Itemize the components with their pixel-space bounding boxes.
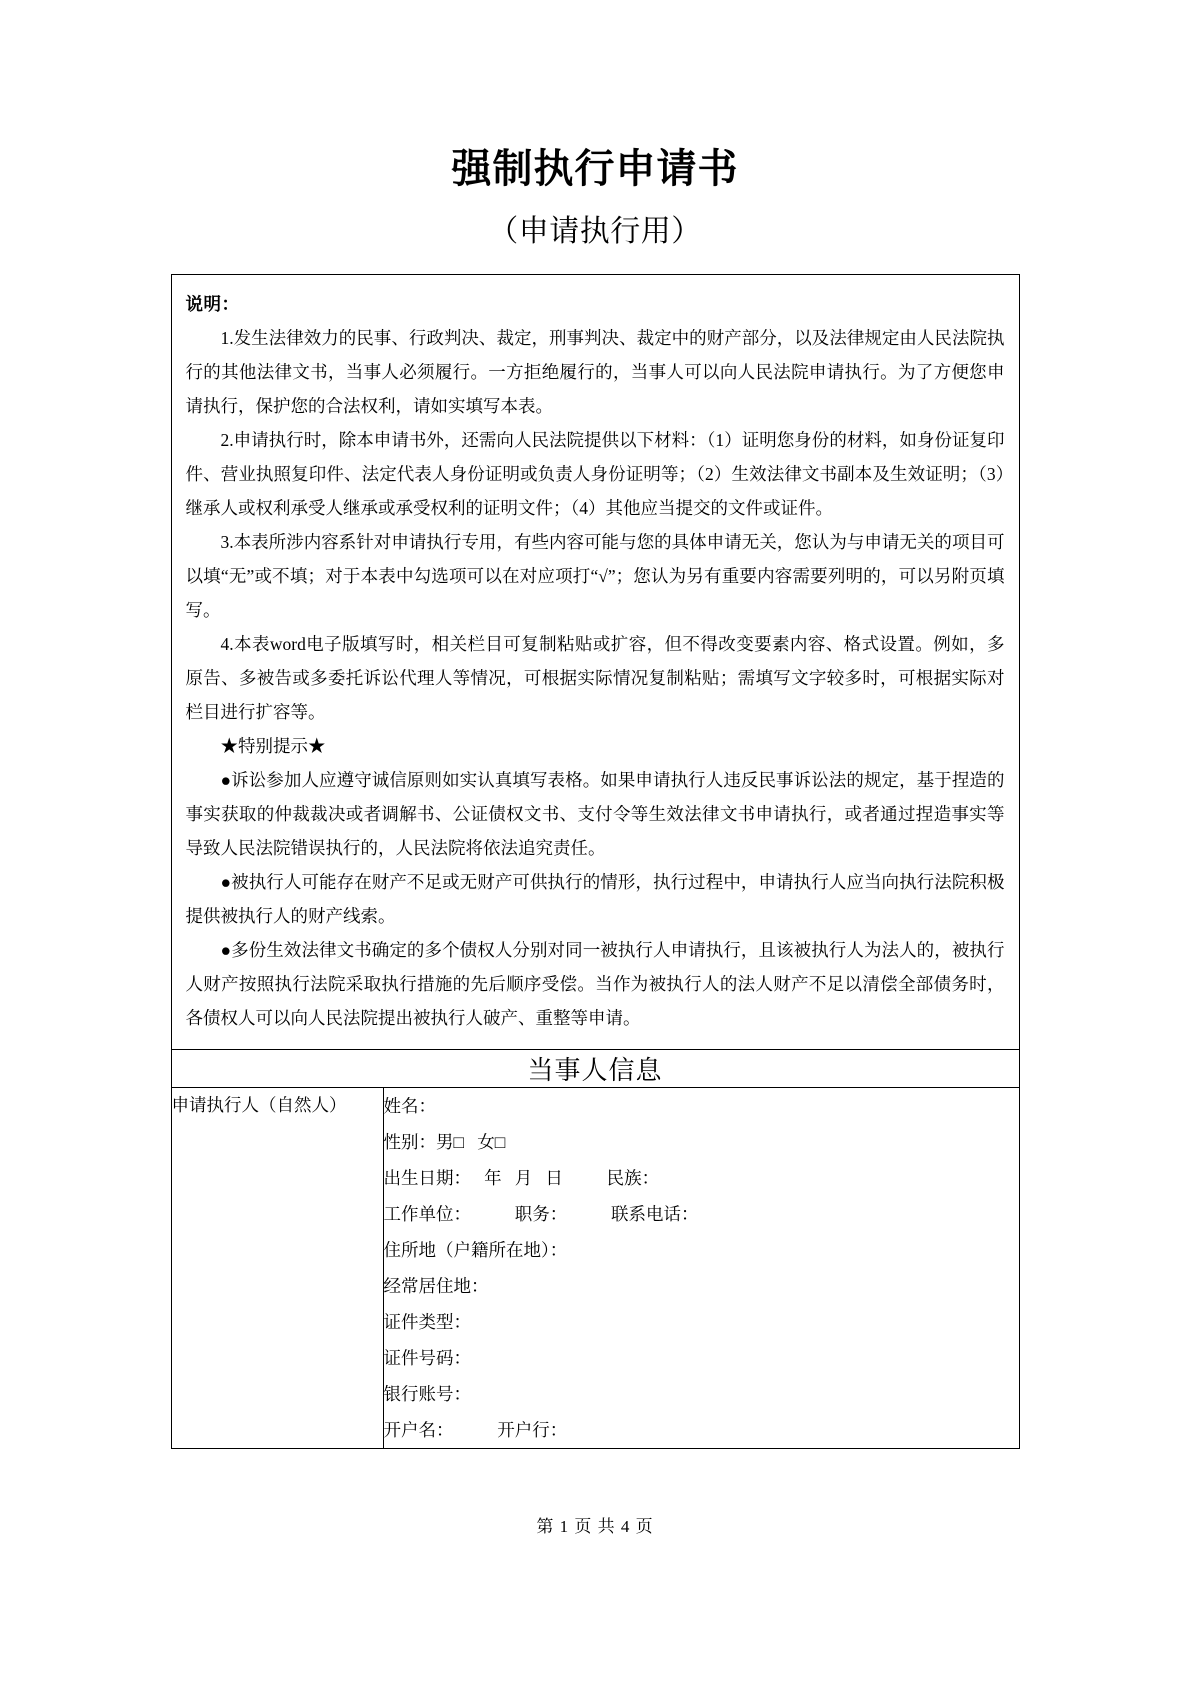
special-notice-2: ●被执行人可能存在财产不足或无财产可供执行的情形，执行过程中，申请执行人应当向执行法院积极提供被执行人的财产线索。	[185, 872, 1005, 926]
field-id-number[interactable]: 证件号码：	[383, 1348, 471, 1368]
field-birthdate-ethnicity[interactable]: 出生日期： 年 月 日 民族：	[383, 1168, 660, 1188]
instruction-paragraph-2: 2.申请执行时，除本申请书外，还需向人民法院提供以下材料：（1）证明您身份的材料，如身份证复印件、营业执照复印件、法定代表人身份证明或负责人身份证明等；（2）生效法律文书副本及生效证明；（3）继承人或权利承受人继承或承受权利的证明文件；（4）其他应当提交的文件或证件。	[185, 430, 1005, 518]
field-name[interactable]: 姓名：	[383, 1096, 436, 1116]
field-gender[interactable]: 性别：男□ 女□	[383, 1132, 506, 1152]
instructions-body	[172, 275, 1019, 1049]
field-habitual-residence[interactable]: 经常居住地：	[383, 1276, 489, 1296]
field-account-name-bank[interactable]: 开户名： 开户行：	[383, 1420, 568, 1440]
field-id-type[interactable]: 证件类型：	[383, 1312, 471, 1332]
party-section-header-row	[171, 1050, 1019, 1088]
special-notice-title: ★特别提示★	[220, 736, 326, 756]
instructions-cell	[171, 275, 1019, 1050]
field-bank-account[interactable]: 银行账号：	[383, 1384, 471, 1404]
page-subtitle: （申请执行用）	[488, 214, 702, 249]
applicant-natural-person-label: 申请执行人（自然人）	[171, 1088, 383, 1449]
applicant-natural-person-fields	[383, 1088, 1019, 1449]
table-row	[171, 1088, 1019, 1449]
instruction-paragraph-3: 3.本表所涉内容系针对申请执行专用，有些内容可能与您的具体申请无关，您认为与申请无关的项目可以填“无”或不填；对于本表中勾选项可以在对应项打“√”；您认为另有重要内容需要列明的，可以另附页填写。	[185, 532, 1005, 620]
instructions-heading: 说明：	[185, 294, 240, 314]
party-section-header: 当事人信息	[171, 1050, 1019, 1088]
page-footer: 第 1 页 共 4 页	[536, 1517, 654, 1536]
field-employer-position-phone[interactable]: 工作单位： 职务： 联系电话：	[383, 1204, 699, 1224]
special-notice-1: ●诉讼参加人应遵守诚信原则如实认真填写表格。如果申请执行人违反民事诉讼法的规定，基于捏造的事实获取的仲裁裁决或者调解书、公证债权文书、支付令等生效法律文书申请执行，或者通过捏造事实等导致人民法院错误执行的，人民法院将依法追究责任。	[185, 770, 1005, 858]
instructions-row	[171, 275, 1019, 1050]
instruction-paragraph-4: 4.本表word电子版填写时，相关栏目可复制粘贴或扩容，但不得改变要素内容、格式设置。例如，多原告、多被告或多委托诉讼代理人等情况，可根据实际情况复制粘贴；需填写文字较多时，可根据实际对栏目进行扩容等。	[185, 634, 1005, 722]
special-notice-3: ●多份生效法律文书确定的多个债权人分别对同一被执行人申请执行，且该被执行人为法人的，被执行人财产按照执行法院采取执行措施的先后顺序受偿。当作为被执行人的法人财产不足以清偿全部债务时，各债权人可以向人民法院提出被执行人破产、重整等申请。	[185, 940, 1005, 1028]
instruction-paragraph-1: 1.发生法律效力的民事、行政判决、裁定，刑事判决、裁定中的财产部分，以及法律规定由人民法院执行的其他法律文书，当事人必须履行。一方拒绝履行的，当事人可以向人民法院申请执行。为了方便您申请执行，保护您的合法权利，请如实填写本表。	[185, 328, 1005, 416]
application-form-table	[171, 274, 1020, 1449]
title-block	[0, 0, 1190, 250]
page-title: 强制执行申请书	[451, 146, 739, 192]
field-domicile[interactable]: 住所地（户籍所在地）：	[383, 1240, 568, 1260]
